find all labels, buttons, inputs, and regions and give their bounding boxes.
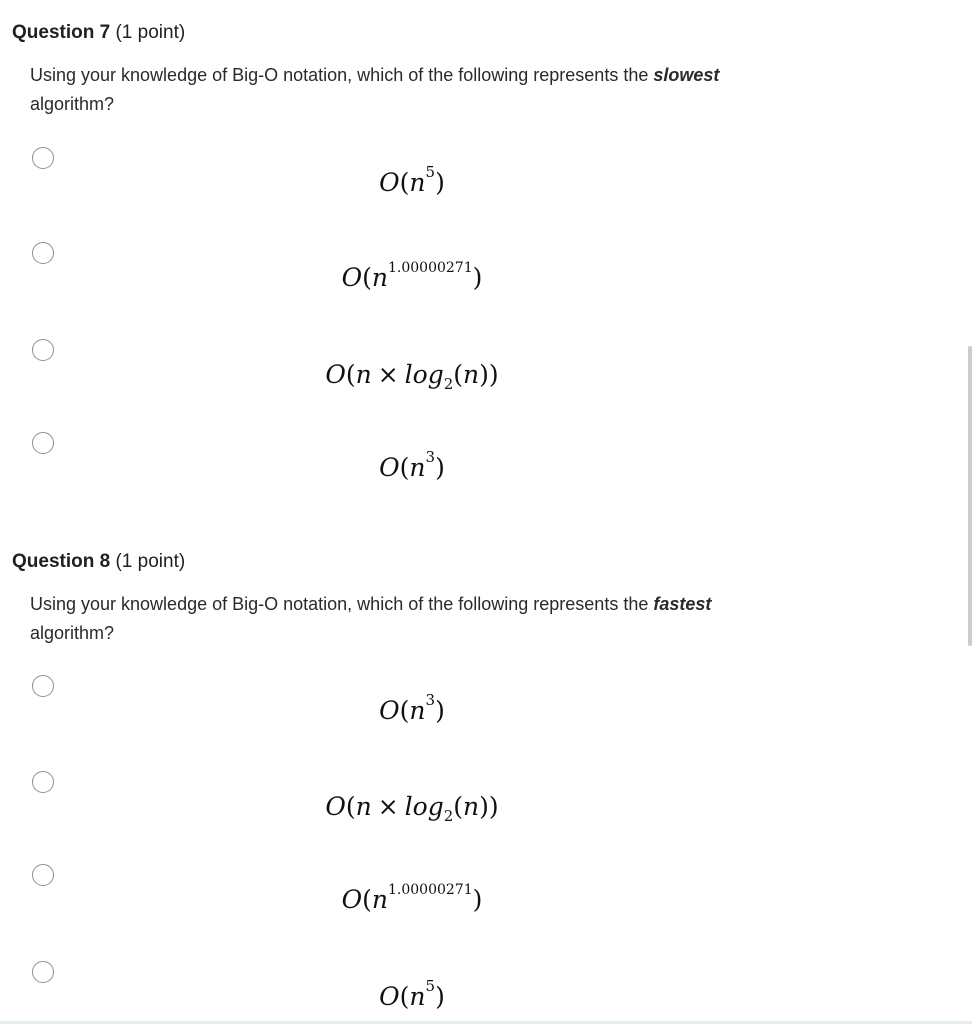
big-o-formula: $O(n^{1.00000271})$ — [341, 259, 483, 292]
big-o-formula: $O(n^3)$ — [379, 447, 445, 482]
big-o-formula: $O(n^3)$ — [379, 690, 445, 725]
question-points: (1 point) — [115, 551, 186, 572]
prompt-text-end: algorithm? — [30, 623, 115, 643]
radio-button[interactable] — [32, 339, 54, 361]
scrollbar[interactable] — [968, 346, 972, 646]
prompt-emphasis: slowest — [653, 65, 720, 85]
big-o-formula: $O(n^5)$ — [379, 162, 445, 197]
question-prompt — [30, 590, 730, 648]
prompt-text-end: algorithm? — [30, 94, 115, 114]
big-o-formula: $O(n^{1.00000271})$ — [341, 881, 483, 914]
radio-button[interactable] — [32, 771, 54, 793]
answer-option[interactable] — [0, 675, 972, 755]
big-o-formula: $O(n^5)$ — [379, 976, 445, 1011]
radio-button[interactable] — [32, 432, 54, 454]
question-header — [12, 21, 185, 45]
answer-option[interactable] — [0, 771, 972, 851]
answer-option[interactable] — [0, 242, 972, 322]
question-7 — [0, 21, 972, 511]
radio-button[interactable] — [32, 864, 54, 886]
question-prompt — [30, 61, 730, 119]
answer-option[interactable] — [0, 339, 972, 419]
radio-button[interactable] — [32, 961, 54, 983]
question-number: Question 7 — [12, 22, 111, 43]
big-o-formula: $O(n \times \log_2(n))$ — [325, 792, 499, 825]
answer-option[interactable] — [0, 864, 972, 944]
question-header — [12, 550, 185, 574]
prompt-text: Using your knowledge of Big-O notation, which of the following represents the — [30, 65, 654, 85]
radio-button[interactable] — [32, 147, 54, 169]
answer-option[interactable] — [0, 961, 972, 1024]
question-points: (1 point) — [115, 22, 186, 43]
question-number: Question 8 — [12, 551, 111, 572]
big-o-formula: $O(n \times \log_2(n))$ — [325, 360, 499, 393]
prompt-text: Using your knowledge of Big-O notation, which of the following represents the — [30, 594, 654, 614]
answer-option[interactable] — [0, 147, 972, 227]
answer-option[interactable] — [0, 432, 972, 512]
radio-button[interactable] — [32, 675, 54, 697]
radio-button[interactable] — [32, 242, 54, 264]
prompt-emphasis: fastest — [653, 594, 712, 614]
question-8 — [0, 550, 972, 1020]
